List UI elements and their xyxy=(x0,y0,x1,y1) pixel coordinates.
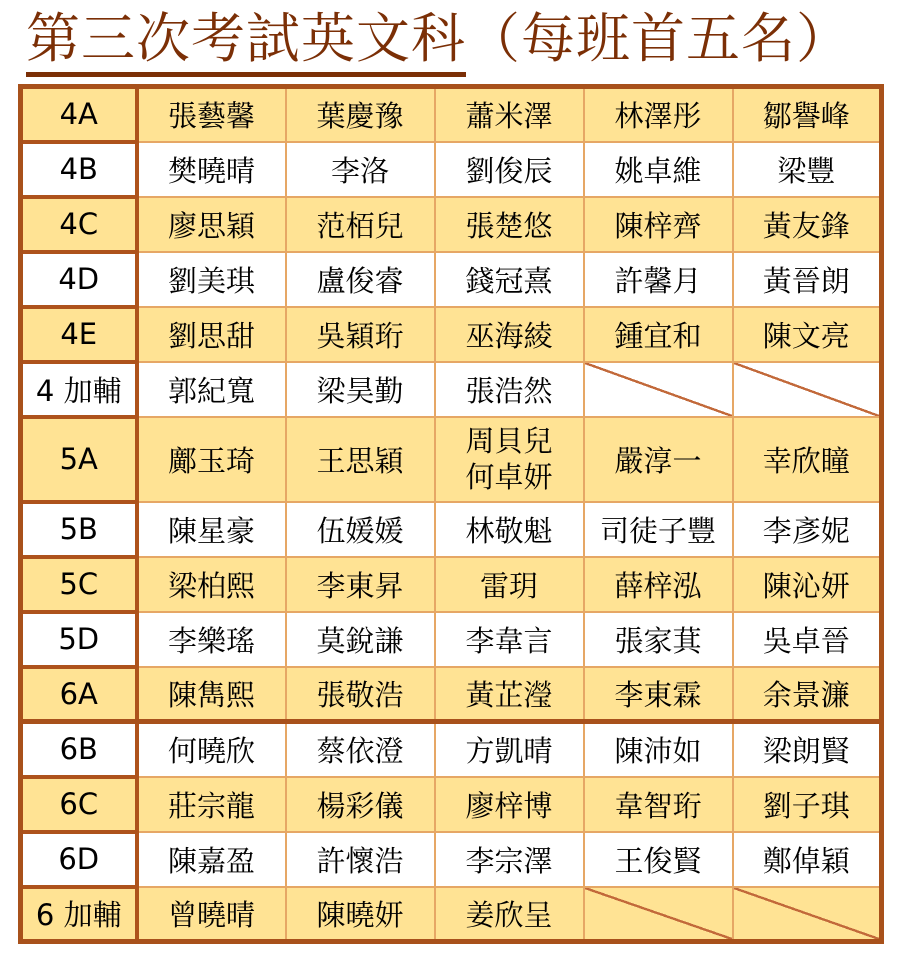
student-name-cell: 陳星豪 xyxy=(137,502,286,557)
student-name-cell: 鍾宜和 xyxy=(584,307,733,362)
student-name-cell: 劉美琪 xyxy=(137,252,286,307)
student-name-cell: 葉慶豫 xyxy=(286,87,435,142)
table-row xyxy=(21,777,882,832)
student-name-cell: 梁朗賢 xyxy=(733,722,882,777)
student-name-cell: 李洛 xyxy=(286,142,435,197)
empty-cell-diagonal xyxy=(733,362,882,417)
student-name-cell: 莊宗龍 xyxy=(137,777,286,832)
student-name-cell: 劉俊辰 xyxy=(435,142,584,197)
student-name-cell: 鄺玉琦 xyxy=(137,417,286,502)
student-name-cell: 林澤彤 xyxy=(584,87,733,142)
table-row xyxy=(21,307,882,362)
student-name-cell: 李東霖 xyxy=(584,667,733,722)
student-name-cell: 王思穎 xyxy=(286,417,435,502)
table-row xyxy=(21,887,882,942)
class-label-cell: 4A xyxy=(21,87,137,142)
class-label-cell: 4 加輔 xyxy=(21,362,137,417)
student-name-cell: 伍媛媛 xyxy=(286,502,435,557)
student-name-cell: 吳卓晉 xyxy=(733,612,882,667)
table-row xyxy=(21,87,882,142)
student-name-cell: 雷玥 xyxy=(435,557,584,612)
student-name-cell: 余景濂 xyxy=(733,667,882,722)
results-table xyxy=(18,84,884,944)
student-name-cell: 黃友鋒 xyxy=(733,197,882,252)
student-name-cell: 林敬魁 xyxy=(435,502,584,557)
results-table-body xyxy=(21,87,882,942)
student-name-cell: 劉子琪 xyxy=(733,777,882,832)
student-name-cell: 鄭倬穎 xyxy=(733,832,882,887)
page-title-underlined: 第三次考試英文科 xyxy=(26,7,466,77)
student-name-cell: 蔡依澄 xyxy=(286,722,435,777)
class-label-cell: 6B xyxy=(21,722,137,777)
table-row xyxy=(21,142,882,197)
student-name-cell: 廖梓博 xyxy=(435,777,584,832)
student-name-cell: 張敬浩 xyxy=(286,667,435,722)
table-row xyxy=(21,832,882,887)
table-row xyxy=(21,362,882,417)
class-label-cell: 4E xyxy=(21,307,137,362)
class-label-cell: 5D xyxy=(21,612,137,667)
page xyxy=(0,4,900,970)
student-name-cell: 吳穎珩 xyxy=(286,307,435,362)
table-row xyxy=(21,197,882,252)
student-name-cell: 韋智珩 xyxy=(584,777,733,832)
class-label-cell: 4B xyxy=(21,142,137,197)
student-name-cell: 張藝馨 xyxy=(137,87,286,142)
student-name-cell: 莫銳謙 xyxy=(286,612,435,667)
student-name-cell: 李宗澤 xyxy=(435,832,584,887)
table-row xyxy=(21,557,882,612)
student-name-cell: 陳文亮 xyxy=(733,307,882,362)
table-row xyxy=(21,252,882,307)
student-name-cell: 方凱晴 xyxy=(435,722,584,777)
student-name-cell: 梁柏熙 xyxy=(137,557,286,612)
student-name-cell: 張家萁 xyxy=(584,612,733,667)
student-name-cell: 錢冠熹 xyxy=(435,252,584,307)
class-label-cell: 6C xyxy=(21,777,137,832)
student-name-cell: 李東昇 xyxy=(286,557,435,612)
student-name-cell: 梁昊勤 xyxy=(286,362,435,417)
student-name-cell: 劉思甜 xyxy=(137,307,286,362)
table-row xyxy=(21,612,882,667)
empty-cell-diagonal xyxy=(584,887,733,942)
student-name-cell: 許懷浩 xyxy=(286,832,435,887)
student-name-cell: 黃芷瀅 xyxy=(435,667,584,722)
student-name-cell: 范栢兒 xyxy=(286,197,435,252)
class-label-cell: 6D xyxy=(21,832,137,887)
student-name-cell: 張楚悠 xyxy=(435,197,584,252)
page-title xyxy=(26,4,900,74)
table-row xyxy=(21,417,882,502)
class-label-cell: 4C xyxy=(21,197,137,252)
table-row xyxy=(21,502,882,557)
student-name-cell: 郭紀寬 xyxy=(137,362,286,417)
student-name-cell: 楊彩儀 xyxy=(286,777,435,832)
class-label-cell: 6 加輔 xyxy=(21,887,137,942)
student-name-cell: 陳沛如 xyxy=(584,722,733,777)
student-name-cell: 司徒子豐 xyxy=(584,502,733,557)
class-label-cell: 5A xyxy=(21,417,137,502)
class-label-cell: 5B xyxy=(21,502,137,557)
student-name-cell: 陳梓齊 xyxy=(584,197,733,252)
student-name-cell: 李韋言 xyxy=(435,612,584,667)
student-name-cell: 姚卓維 xyxy=(584,142,733,197)
class-label-cell: 5C xyxy=(21,557,137,612)
student-name-cell: 張浩然 xyxy=(435,362,584,417)
class-label-cell: 4D xyxy=(21,252,137,307)
student-name-cell: 巫海綾 xyxy=(435,307,584,362)
student-name-cell: 薛梓泓 xyxy=(584,557,733,612)
student-name-cell: 陳嘉盈 xyxy=(137,832,286,887)
student-name-cell: 李彥妮 xyxy=(733,502,882,557)
student-name-cell: 周貝兒 何卓妍 xyxy=(435,417,584,502)
student-name-cell: 曾曉晴 xyxy=(137,887,286,942)
student-name-cell: 鄒譽峰 xyxy=(733,87,882,142)
student-name-cell: 陳沁妍 xyxy=(733,557,882,612)
student-name-cell: 姜欣呈 xyxy=(435,887,584,942)
class-label-cell: 6A xyxy=(21,667,137,722)
student-name-cell: 黃晉朗 xyxy=(733,252,882,307)
student-name-cell: 許馨月 xyxy=(584,252,733,307)
table-row xyxy=(21,722,882,777)
student-name-cell: 李樂瑤 xyxy=(137,612,286,667)
student-name-cell: 蕭米澤 xyxy=(435,87,584,142)
empty-cell-diagonal xyxy=(733,887,882,942)
student-name-cell: 王俊賢 xyxy=(584,832,733,887)
table-row xyxy=(21,667,882,722)
student-name-cell: 陳雋熙 xyxy=(137,667,286,722)
student-name-cell: 盧俊睿 xyxy=(286,252,435,307)
student-name-cell: 梁豐 xyxy=(733,142,882,197)
student-name-cell: 幸欣瞳 xyxy=(733,417,882,502)
page-title-suffix: （每班首五名） xyxy=(466,7,851,70)
student-name-cell: 何曉欣 xyxy=(137,722,286,777)
student-name-cell: 樊曉晴 xyxy=(137,142,286,197)
empty-cell-diagonal xyxy=(584,362,733,417)
student-name-cell: 廖思穎 xyxy=(137,197,286,252)
student-name-cell: 嚴淳一 xyxy=(584,417,733,502)
student-name-cell: 陳曉妍 xyxy=(286,887,435,942)
